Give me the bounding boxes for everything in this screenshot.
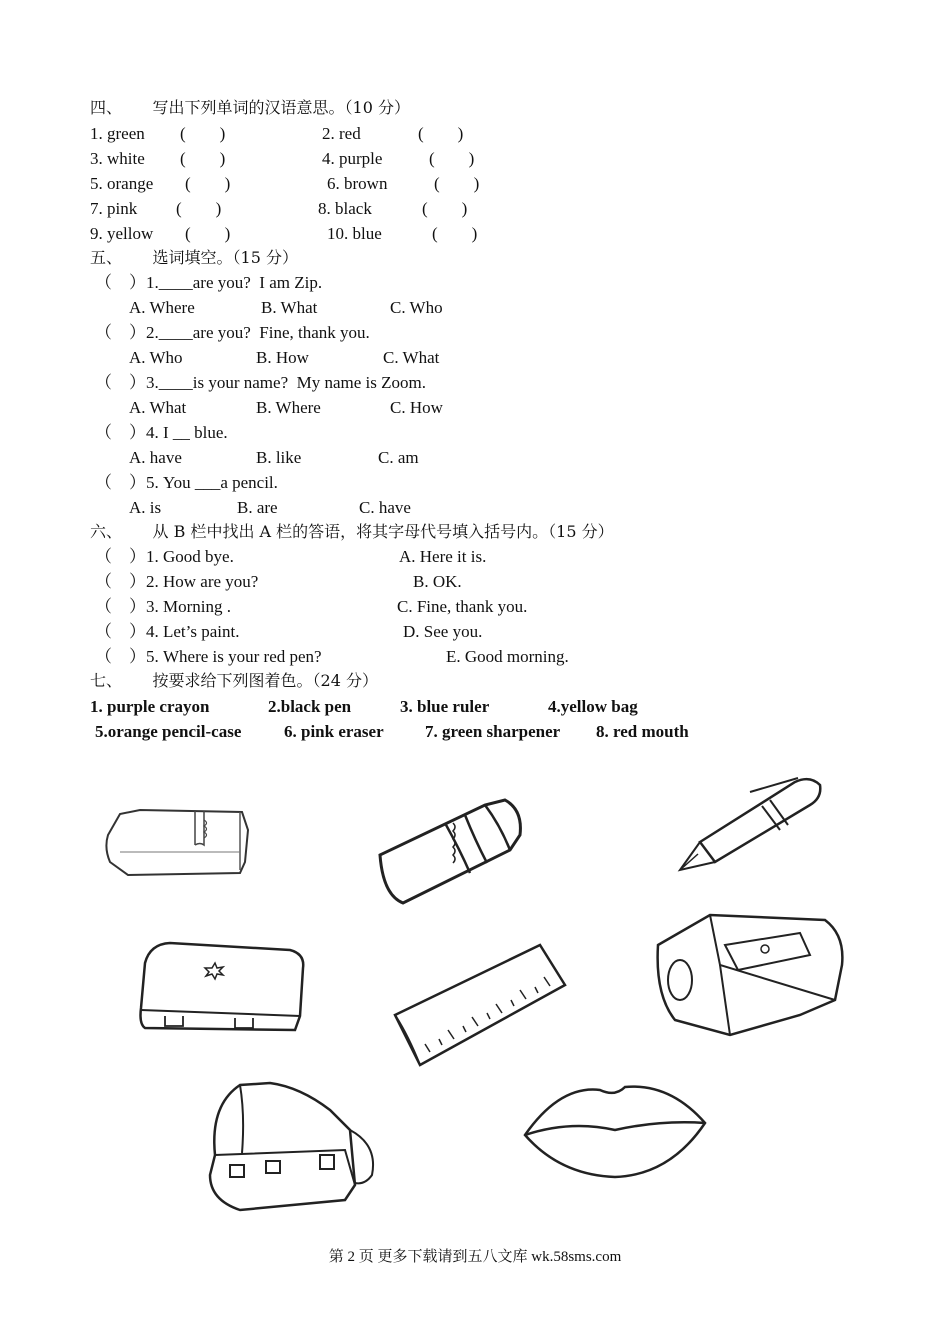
vocab-word: 1. green [90,124,145,143]
match-answer: D. See you. [403,622,483,641]
pencil-case-icon[interactable] [135,938,310,1038]
vocab-word: 4. purple [322,149,383,168]
option[interactable]: A. is [129,498,162,517]
option[interactable]: C. What [383,348,440,367]
option[interactable]: B. Where [256,398,321,417]
vocab-word: 10. blue [327,224,382,243]
option[interactable]: B. How [256,348,309,367]
answer-blank[interactable]: ( ) [185,174,231,193]
vocab-word: 2. red [322,124,361,143]
color-instruction: 6. pink eraser [284,722,384,741]
eraser-icon[interactable] [100,800,250,885]
match-question: （ ）2. How are you? [95,572,259,591]
option[interactable]: C. How [390,398,443,417]
match-question: （ ）4. Let’s paint. [95,622,240,641]
vocab-word: 6. brown [327,174,388,193]
match-question: （ ）1. Good bye. [95,547,234,566]
answer-blank[interactable]: ( ) [176,199,222,218]
match-question: （ ）5. Where is your red pen? [95,647,322,666]
vocab-word: 9. yellow [90,224,154,243]
section4-title: 四、 写出下列单词的汉语意思。（10 分） [90,98,410,117]
answer-blank[interactable]: ( ) [180,149,226,168]
color-instruction: 8. red mouth [596,722,689,741]
match-answer: B. OK. [413,572,462,591]
vocab-word: 3. white [90,149,145,168]
option[interactable]: B. What [261,298,318,317]
question: （ ）5. You ___a pencil. [95,473,278,492]
crayon-icon[interactable] [375,795,525,910]
color-instruction: 5.orange pencil-case [95,722,242,741]
pen-icon[interactable] [670,770,830,875]
section7-title: 七、 按要求给下列图着色。（24 分） [90,671,378,690]
vocab-word: 8. black [318,199,372,218]
match-answer: C. Fine, thank you. [397,597,528,616]
option[interactable]: A. have [129,448,182,467]
question: （ ）4. I __ blue. [95,423,228,442]
match-answer: A. Here it is. [399,547,487,566]
page-footer: 第 2 页 更多下载请到五八文库 wk.58sms.com [328,1249,622,1265]
vocab-word: 5. orange [90,174,154,193]
question: （ ）1.____are you? I am Zip. [95,273,323,292]
sharpener-icon[interactable] [650,905,850,1040]
ruler-icon[interactable] [390,940,570,1070]
option[interactable]: B. are [237,498,278,517]
answer-blank[interactable]: ( ) [432,224,478,243]
answer-blank[interactable]: ( ) [429,149,475,168]
question: （ ）3.____is your name? My name is Zoom. [95,373,426,392]
answer-blank[interactable]: ( ) [180,124,226,143]
color-instruction: 7. green sharpener [425,722,561,741]
answer-blank[interactable]: ( ) [185,224,231,243]
vocab-word: 7. pink [90,199,138,218]
bag-icon[interactable] [200,1075,385,1215]
option[interactable]: B. like [256,448,302,467]
match-question: （ ）3. Morning . [95,597,231,616]
option[interactable]: C. am [378,448,419,467]
match-answer: E. Good morning. [446,647,569,666]
section6-title: 六、 从 B 栏中找出 A 栏的答语，将其字母代号填入括号内。（15 分） [90,522,614,541]
color-instruction: 3. blue ruler [400,697,490,716]
color-instruction: 2.black pen [268,697,352,716]
answer-blank[interactable]: ( ) [422,199,468,218]
option[interactable]: C. have [359,498,411,517]
option[interactable]: A. Who [129,348,183,367]
color-instruction: 1. purple crayon [90,697,210,716]
section5-title: 五、 选词填空。（15 分） [90,248,298,267]
option[interactable]: A. What [129,398,187,417]
answer-blank[interactable]: ( ) [434,174,480,193]
answer-blank[interactable]: ( ) [418,124,464,143]
option[interactable]: C. Who [390,298,443,317]
option[interactable]: A. Where [129,298,195,317]
mouth-icon[interactable] [520,1075,710,1185]
color-instruction: 4.yellow bag [548,697,638,716]
question: （ ）2.____are you? Fine, thank you. [95,323,370,342]
